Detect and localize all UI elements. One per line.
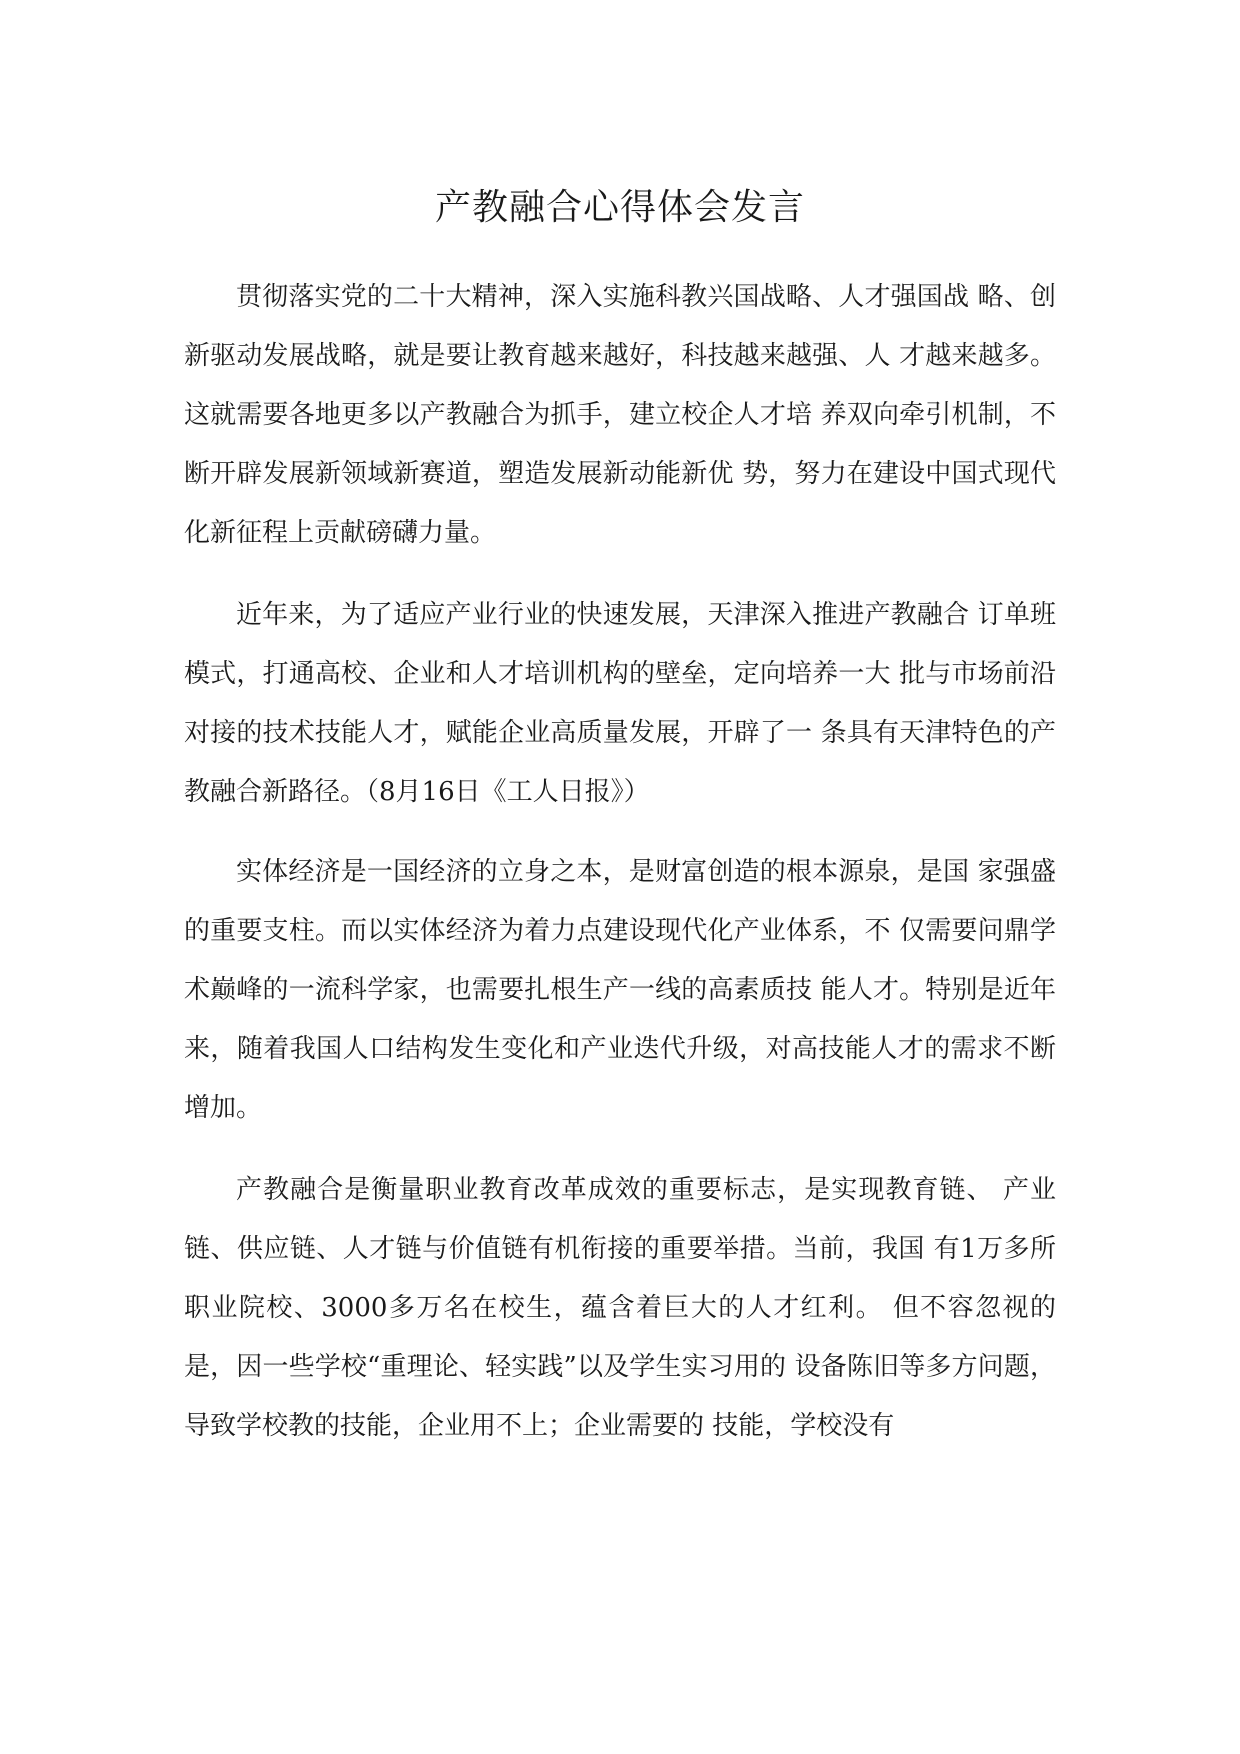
paragraph: 实体经济是一国经济的立身之本，是财富创造的根本源泉，是国 家强盛的重要支柱。而以实体经济为着力点建设现代化产业体系，不 仅需要问鼎学术巅峰的一流科学家，也需要扎根生产一线的高素质技 能人才。特别是近年来，随着我国人口结构发生变化和产业迭代升级，对高技能人才的需求不断增加。 [184,857,1056,1123]
paragraph: 近年来，为了适应产业行业的快速发展，天津深入推进产教融合 订单班模式，打通高校、企业和人才培训机构的壁垒，定向培养一大 批与市场前沿对接的技术技能人才，赋能企业高质量发展，开辟了一 条具有天津特色的产教融合新路径。（8月16日《工人日报》） [184,600,1056,807]
document-title: 产教融合心得体会发言 [434,187,805,228]
paragraph: 贯彻落实党的二十大精神，深入实施科教兴国战略、人才强国战 略、创新驱动发展战略，就是要让教育越来越好，科技越来越强、人 才越来越多。这就需要各地更多以产教融合为抓手，建立校企人才培 养双向牵引机制，不断开辟发展新领域新赛道，塑造发展新动能新优 势，努力在建设中国式现代化新征程上贡献磅礴力量。 [184,282,1057,548]
paragraph: 产教融合是衡量职业教育改革成效的重要标志，是实现教育链、 产业链、供应链、人才链与价值链有机衔接的重要举措。当前，我国 有1万多所职业院校、3000多万名在校生，蕴含着巨大的人才红利。 但不容忽视的是，因一些学校“重理论、轻实践”以及学生实习用的 设备陈旧等多方问题，导致学校教的技能，企业用不上；企业需要的 技能，学校没有 [184,1175,1056,1441]
